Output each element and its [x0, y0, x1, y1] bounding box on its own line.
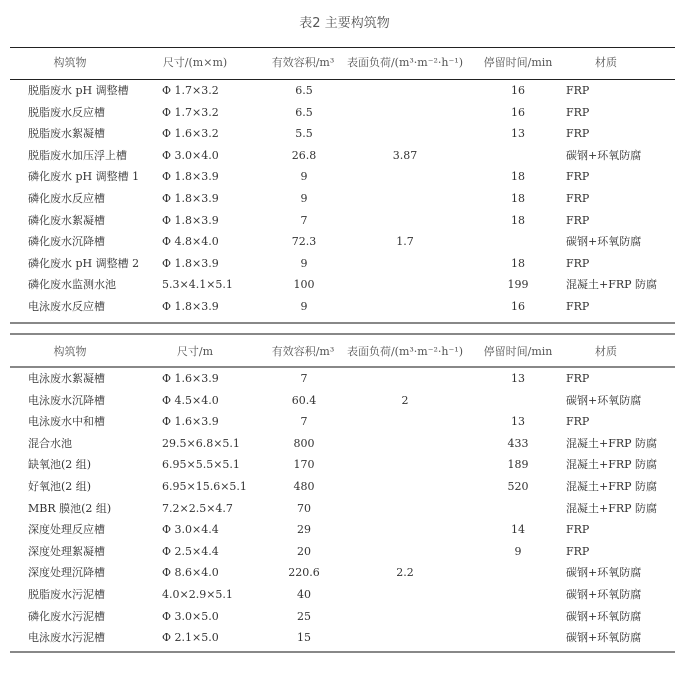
cell-retention-time: 16	[511, 300, 525, 313]
table-row	[10, 541, 675, 562]
cell-material: FRP	[566, 544, 590, 558]
cell-material: 碳钢+环氧防腐	[566, 148, 642, 162]
cell-retention-time: 14	[511, 523, 525, 537]
cell-retention-time: 13	[511, 127, 525, 141]
cell-material: 混凝土+FRP 防腐	[566, 501, 658, 515]
cell-retention-time: 9	[514, 544, 522, 558]
cell-size: Φ 1.8×3.9	[162, 300, 219, 313]
cell-material: 碳钢+环氧防腐	[566, 235, 642, 249]
table-row	[10, 627, 675, 648]
cell-volume: 800	[293, 436, 315, 450]
cell-material: FRP	[566, 372, 590, 385]
col-header-size: 尺寸/m	[176, 345, 214, 358]
cell-structure: 好氧池(2 组)	[28, 480, 92, 493]
table-row	[10, 519, 675, 540]
cell-material: 混凝土+FRP 防腐	[566, 278, 658, 292]
cell-size: Φ 1.7×3.2	[162, 84, 219, 97]
cell-volume: 170	[293, 458, 315, 472]
cell-structure: 磷化废水絮凝槽	[28, 213, 105, 227]
cell-structure: 电泳废水絮凝槽	[28, 372, 105, 385]
cell-material: FRP	[566, 84, 590, 97]
cell-size: Φ 1.8×3.9	[162, 192, 219, 205]
cell-structure: 磷化废水污泥槽	[28, 609, 105, 623]
cell-size: Φ 4.5×4.0	[162, 393, 219, 407]
cell-size: Φ 1.6×3.9	[162, 372, 219, 385]
header-row	[10, 341, 675, 362]
cell-retention-time: 18	[511, 213, 525, 227]
cell-material: FRP	[566, 256, 590, 270]
cell-material: FRP	[566, 300, 590, 313]
top-rule	[10, 333, 675, 335]
cell-size: Φ 1.7×3.2	[162, 105, 219, 119]
cell-size: Φ 2.5×4.4	[162, 544, 219, 558]
col-header-material: 材质	[595, 345, 617, 358]
cell-structure: 电泳废水沉降槽	[28, 393, 105, 407]
cell-retention-time: 433	[507, 436, 529, 450]
cell-size: Φ 1.8×3.9	[162, 256, 219, 270]
cell-structure: 脱脂废水反应槽	[28, 105, 105, 119]
cell-retention-time: 13	[511, 415, 525, 429]
cell-structure: MBR 膜池(2 组)	[28, 501, 112, 515]
cell-size: 7.2×2.5×4.7	[162, 501, 233, 515]
cell-volume: 60.4	[291, 393, 317, 407]
cell-retention-time: 18	[511, 192, 525, 205]
cell-size: 4.0×2.9×5.1	[162, 588, 233, 601]
cell-volume: 9	[300, 256, 308, 270]
cell-material: 碳钢+环氧防腐	[566, 566, 642, 580]
cell-volume: 9	[300, 192, 308, 205]
cell-volume: 20	[297, 544, 311, 558]
cell-structure: 磷化废水沉降槽	[28, 235, 105, 249]
cell-surface-load: 3.87	[392, 148, 418, 162]
cell-structure: 电泳废水反应槽	[28, 300, 105, 313]
cell-material: FRP	[566, 213, 590, 227]
cell-structure: 脱脂废水污泥槽	[28, 588, 105, 601]
cell-volume: 9	[300, 300, 308, 313]
table-row	[10, 476, 675, 497]
cell-structure: 脱脂废水絮凝槽	[28, 127, 105, 141]
cell-retention-time: 189	[507, 458, 529, 472]
cell-material: 混凝土+FRP 防腐	[566, 458, 658, 472]
cell-material: FRP	[566, 170, 590, 184]
cell-size: Φ 3.0×4.4	[162, 523, 219, 537]
cell-volume: 7	[300, 213, 308, 227]
cell-structure: 磷化废水 pH 调整槽 1	[28, 170, 140, 184]
table-row	[10, 562, 675, 583]
col-header-retention-time: 停留时间/min	[483, 345, 553, 358]
cell-volume: 70	[297, 501, 311, 515]
cell-volume: 9	[300, 170, 308, 184]
col-header-material: 材质	[595, 56, 617, 69]
cell-surface-load: 2.2	[396, 566, 414, 580]
cell-size: Φ 3.0×4.0	[162, 148, 219, 162]
cell-volume: 7	[300, 415, 308, 429]
cell-retention-time: 199	[507, 278, 529, 292]
cell-structure: 深度处理反应槽	[28, 523, 105, 537]
cell-retention-time: 18	[511, 256, 525, 270]
cell-structure: 深度处理絮凝槽	[28, 544, 105, 558]
cell-size: 6.95×5.5×5.1	[162, 458, 240, 472]
cell-volume: 480	[293, 480, 315, 493]
cell-volume: 7	[300, 372, 308, 385]
cell-material: 混凝土+FRP 防腐	[566, 436, 658, 450]
cell-volume: 5.5	[295, 127, 313, 141]
bottom-rule	[10, 651, 675, 653]
cell-structure: 混合水池	[28, 436, 72, 450]
cell-size: 5.3×4.1×5.1	[162, 278, 233, 292]
table-row	[10, 454, 675, 475]
table-caption: 表2 主要构筑物	[299, 16, 390, 31]
cell-material: FRP	[566, 105, 590, 119]
table-row	[10, 498, 675, 519]
cell-surface-load: 1.7	[396, 235, 414, 249]
cell-material: 混凝土+FRP 防腐	[566, 480, 658, 493]
cell-structure: 深度处理沉降槽	[28, 566, 105, 580]
cell-retention-time: 16	[511, 105, 525, 119]
cell-size: Φ 1.8×3.9	[162, 170, 219, 184]
cell-material: FRP	[566, 192, 590, 205]
cell-volume: 100	[293, 278, 315, 292]
cell-material: 碳钢+环氧防腐	[566, 393, 642, 407]
cell-volume: 6.5	[295, 105, 313, 119]
cell-retention-time: 16	[511, 84, 525, 97]
cell-structure: 磷化废水监测水池	[28, 278, 116, 292]
cell-structure: 脱脂废水 pH 调整槽	[28, 84, 129, 97]
col-header-size: 尺寸/(m×m)	[162, 56, 228, 69]
cell-material: FRP	[566, 415, 590, 429]
cell-volume: 29	[297, 523, 311, 537]
cell-size: 29.5×6.8×5.1	[162, 436, 240, 450]
cell-surface-load: 2	[401, 393, 409, 407]
cell-size: Φ 3.0×5.0	[162, 609, 219, 623]
col-header-volume: 有效容积/m³	[271, 56, 335, 69]
cell-material: 碳钢+环氧防腐	[566, 588, 642, 601]
cell-retention-time: 520	[507, 480, 529, 493]
cell-structure: 磷化废水反应槽	[28, 192, 105, 205]
cell-retention-time: 18	[511, 170, 525, 184]
cell-size: Φ 1.8×3.9	[162, 213, 219, 227]
table-row	[10, 606, 675, 627]
table-row	[10, 368, 675, 389]
col-header-volume: 有效容积/m³	[271, 345, 335, 358]
cell-volume: 15	[297, 631, 311, 645]
cell-volume: 26.8	[291, 148, 317, 162]
cell-retention-time: 13	[511, 372, 525, 385]
table-row	[10, 390, 675, 411]
col-header-surface-load: 表面负荷/(m³·m⁻²·h⁻¹)	[346, 345, 464, 358]
cell-volume: 72.3	[291, 235, 317, 249]
cell-size: Φ 2.1×5.0	[162, 631, 219, 645]
cell-material: FRP	[566, 523, 590, 537]
cell-material: 碳钢+环氧防腐	[566, 631, 642, 645]
cell-structure: 电泳废水中和槽	[28, 415, 105, 429]
cell-size: 6.95×15.6×5.1	[162, 480, 247, 493]
cell-structure: 磷化废水 pH 调整槽 2	[28, 256, 140, 270]
col-header-retention-time: 停留时间/min	[483, 56, 553, 69]
cell-structure: 缺氧池(2 组)	[28, 458, 92, 472]
cell-volume: 220.6	[288, 566, 320, 580]
structures-table-part-2	[10, 0, 675, 679]
col-header-surface-load: 表面负荷/(m³·m⁻²·h⁻¹)	[346, 56, 464, 69]
col-header-structure: 构筑物	[53, 345, 87, 358]
cell-structure: 电泳废水污泥槽	[28, 631, 105, 645]
cell-volume: 6.5	[295, 84, 313, 97]
col-header-structure: 构筑物	[53, 56, 87, 69]
cell-volume: 40	[297, 588, 311, 601]
table-row	[10, 584, 675, 605]
cell-material: FRP	[566, 127, 590, 141]
cell-size: Φ 4.8×4.0	[162, 235, 219, 249]
table-row	[10, 433, 675, 454]
cell-size: Φ 1.6×3.2	[162, 127, 219, 141]
cell-size: Φ 8.6×4.0	[162, 566, 219, 580]
cell-structure: 脱脂废水加压浮上槽	[28, 148, 127, 162]
cell-volume: 25	[297, 609, 311, 623]
table-row	[10, 411, 675, 432]
cell-material: 碳钢+环氧防腐	[566, 609, 642, 623]
cell-size: Φ 1.6×3.9	[162, 415, 219, 429]
